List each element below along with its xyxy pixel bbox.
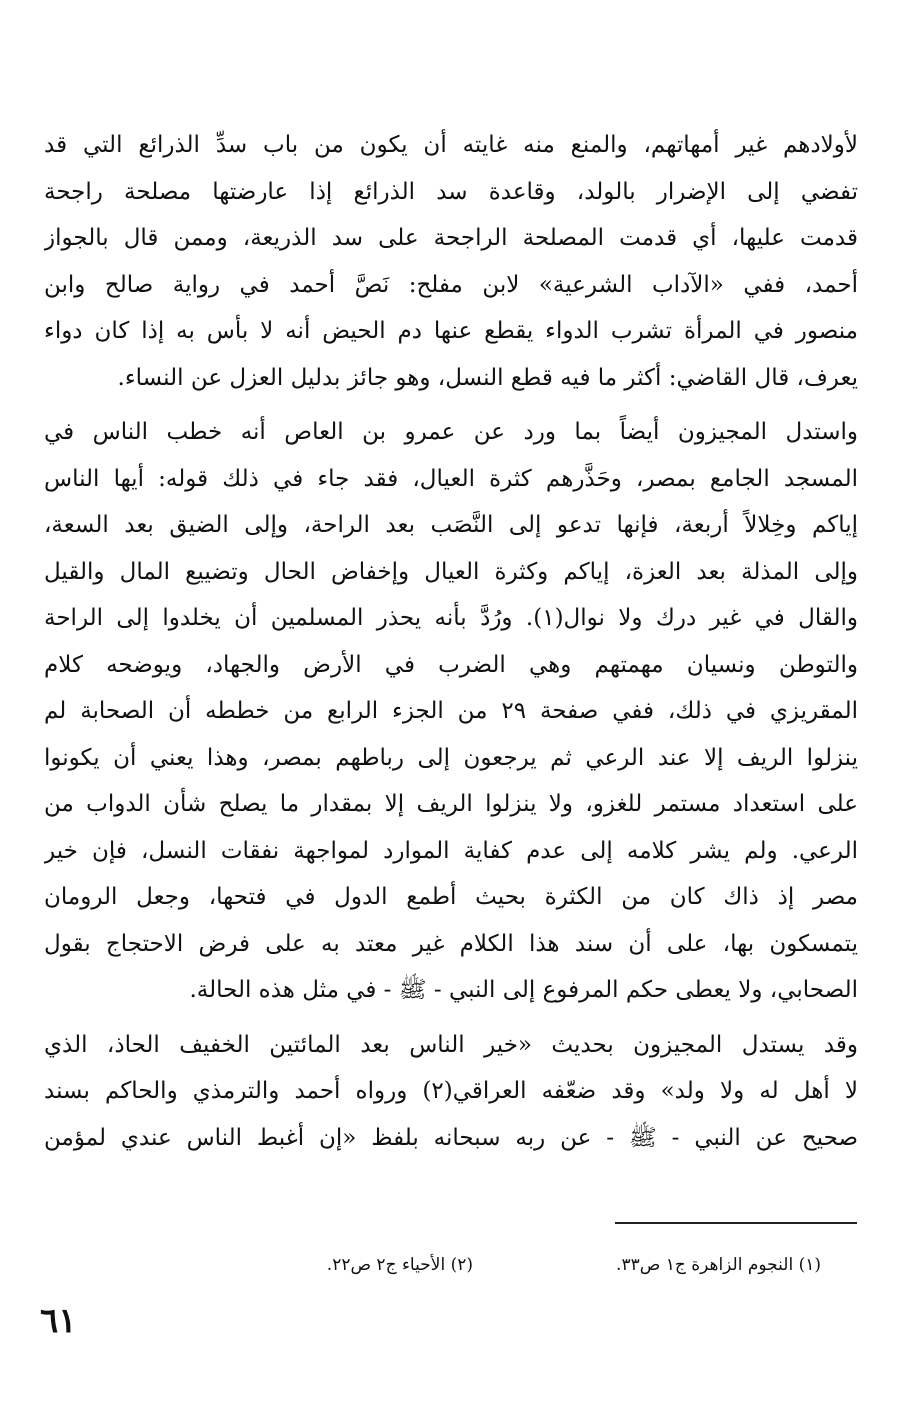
main-text: [44, 122, 858, 1161]
text-line: أحمد، ففي «الآداب الشرعية» لابن مفلح: نَصَّ أحمد في رواية صالح وابن: [44, 271, 858, 298]
text-line: يعرف، قال القاضي: أكثر ما فيه قطع النسل، وهو جائز بدليل العزل عن النساء.: [117, 364, 858, 391]
text-line: صحيح عن النبي - ﷺ - عن ربه سبحانه بلفظ «إن أغبط الناس عندي لمؤمن: [44, 1124, 858, 1151]
text-line: تفضي إلى الإضرار بالولد، وقاعدة سد الذرائع إذا عارضتها مصلحة راجحة: [44, 178, 858, 205]
text-line: المقريزي في ذلك، ففي صفحة ٢٩ من الجزء الرابع من خططه أن الصحابة لم: [44, 698, 858, 724]
text-line: ينزلوا الريف إلا عند الرعي ثم يرجعون إلى رباطهم بمصر، وهذا يعني أن يكونوا: [44, 744, 858, 771]
footnote-1: (١) النجوم الزاهرة ج١ ص٣٣.: [616, 1255, 821, 1275]
paragraph-gap: [44, 1014, 858, 1022]
text-line: وإلى المذلة بعد العزة، إياكم وكثرة العيال وإخفاض الحال وتضييع المال والقيل: [44, 558, 858, 585]
paragraph-gap: [44, 401, 858, 409]
text-line: لا أهل له ولا ولد» وقد ضعّفه العراقي(٢) ورواه أحمد والترمذي والحاكم بسند: [44, 1078, 858, 1104]
text-line: الصحابي، ولا يعطى حكم المرفوع إلى النبي - ﷺ - في مثل هذه الحالة.: [189, 977, 858, 1003]
text-line: والقال في غير درك ولا نوال(١). ورُدَّ بأنه يحذر المسلمين أن يخلدوا إلى الراحة: [44, 605, 858, 631]
footnote-divider: [615, 1222, 857, 1224]
text-line: على استعداد مستمر للغزو، ولا ينزلوا الريف إلا بمقدار ما يصلح شأن الدواب من: [44, 791, 858, 817]
text-line: والتوطن ونسيان مهمتهم وهي الضرب في الأرض والجهاد، ويوضحه كلام: [44, 651, 858, 678]
text-line: قدمت عليها، أي قدمت المصلحة الراجحة على سد الذريعة، وممن قال بالجواز: [44, 225, 858, 251]
text-line: مصر إذ ذاك كان من الكثرة بحيث أطمع الدول في فتحها، وجعل الرومان: [44, 884, 858, 910]
text-line: منصور في المرأة تشرب الدواء يقطع عنها دم الحيض أنه لا بأس به إذا كان دواء: [44, 318, 858, 344]
text-line: المسجد الجامع بمصر، وحَذَّرهم كثرة العيال، فقد جاء في ذلك قوله: أيها الناس: [44, 465, 858, 492]
text-line: واستدل المجيزون أيضاً بما ورد عن عمرو بن العاص أنه خطب الناس في: [44, 419, 858, 445]
text-line: يتمسكون بها، على أن سند هذا الكلام غير معتد به على فرض الاحتجاج بقول: [44, 930, 858, 957]
text-line: الرعي. ولم يشر كلامه إلى عدم كفاية الموارد لمواجهة نفقات النسل، فإن خير: [44, 837, 858, 864]
page-number: ٦١: [40, 1301, 77, 1341]
text-line: إياكم وخِلالاً أربعة، فإنها تدعو إلى النَّصَب بعد الراحة، وإلى الضيق بعد السعة،: [44, 512, 858, 538]
text-line: لأولادهم غير أمهاتهم، والمنع منه غايته أن يكون من باب سدِّ الذرائع التي قد: [44, 132, 858, 158]
footnote-2: (٢) الأحياء ج٢ ص٢٢.: [326, 1255, 473, 1275]
text-line: وقد يستدل المجيزون بحديث «خير الناس بعد المائتين الخفيف الحاذ، الذي: [44, 1031, 858, 1058]
